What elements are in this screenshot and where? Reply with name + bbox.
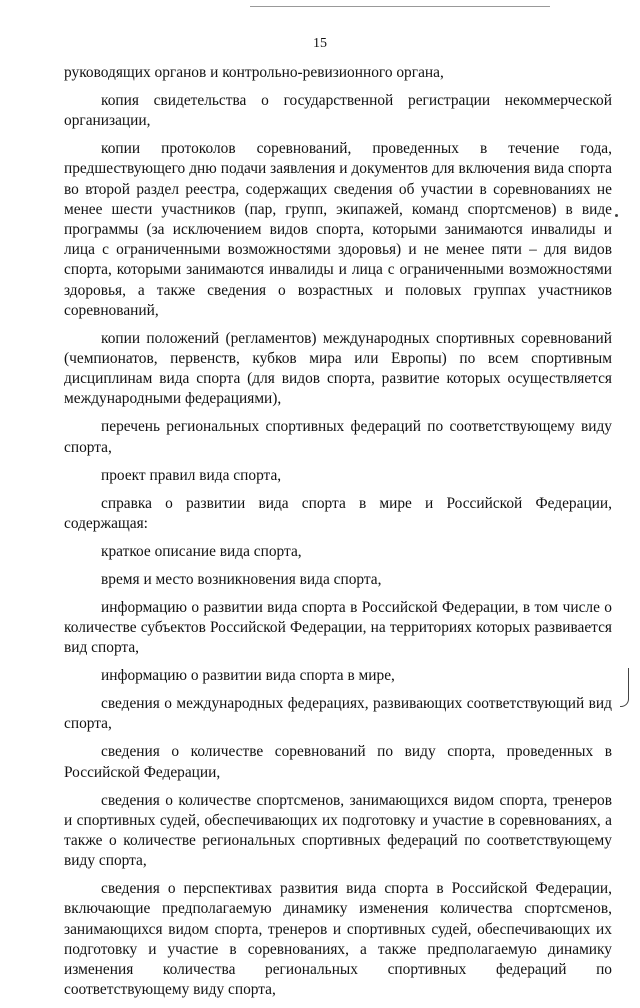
paragraph-regional-federations-list: перечень региональных спортивных федераций по соответствующему виду спорта, — [64, 418, 612, 456]
paragraph-competitions-count: сведения о количестве соревнований по виду спорта, проведенных в Российской Федерации, — [64, 743, 612, 781]
paragraph-athletes-count: сведения о количестве спортсменов, занимающихся видом спорта, тренеров и спортивных судей, обеспечивающих их подготовку и участие в соревнованиях, а также о количестве региональных спортивных федераций по соответствующему виду спорта, — [64, 791, 612, 870]
paragraph-development-report: справка о развитии вида спорта в мире и Российской Федерации, содержащая: — [64, 494, 612, 532]
paragraph-development-russia: информацию о развитии вида спорта в Российской Федерации, в том числе о количестве субъектов Российской Федерации, на территориях которых развивается вид спорта, — [64, 598, 612, 657]
paragraph-development-world: информацию о развитии вида спорта в мире, — [101, 667, 395, 685]
paragraph-international-regulations: копии положений (регламентов) международных спортивных соревнований (чемпионатов, первенств, кубков мира или Европы) по всем спортивным дисциплинам вида спорта (для видов спорта, развитие которых осуществляется международными федерациями), — [64, 329, 612, 408]
paragraph-development-prospects: сведения о перспективах развития вида спорта в Российской Федерации, включающие предполагаемую динамику изменения количества спортсменов, занимающихся видом спорта, тренеров и спортивных судей, обеспечивающих их подготовку и участие в соревнованиях, а также предполагаемую динамику изменения количества региональных спортивных федераций по соответствующему виду спорта, — [64, 880, 612, 999]
paragraph-brief-description: краткое описание вида спорта, — [101, 542, 302, 560]
paragraph-governing-bodies: руководящих органов и контрольно-ревизионного органа, — [64, 64, 444, 81]
scan-speck — [615, 214, 618, 217]
scan-top-line — [250, 6, 550, 7]
document-body — [64, 63, 612, 1008]
paragraph-registration-certificate: копия свидетельства о государственной регистрации некоммерческой организации, — [64, 92, 612, 130]
paragraph-international-federations: сведения о международных федерациях, развивающих соответствующий вид спорта, — [64, 695, 612, 733]
paragraph-competition-protocols: копии протоколов соревнований, проведенных в течение года, предшествующего дню подачи заявления и документов для включения вида спорта во второй раздел реестра, содержащих сведения об участии в соревнованиях не менее шести участников (пар, групп, экипажей, команд спортсменов) в виде программы (за исключением видов спорта, которыми занимаются инвалиды и лица с ограниченными возможностями здоровья) и не менее пяти – для видов спорта, которыми занимаются инвалиды и лица с ограниченными возможностями здоровья, а также сведения о возрастных и половых группах участников соревнований, — [64, 140, 612, 319]
paragraph-origin: время и место возникновения вида спорта, — [101, 570, 382, 588]
page-number: 15 — [313, 36, 327, 51]
paragraph-rules-draft: проект правил вида спорта, — [101, 466, 282, 484]
scan-margin-mark — [620, 668, 629, 707]
